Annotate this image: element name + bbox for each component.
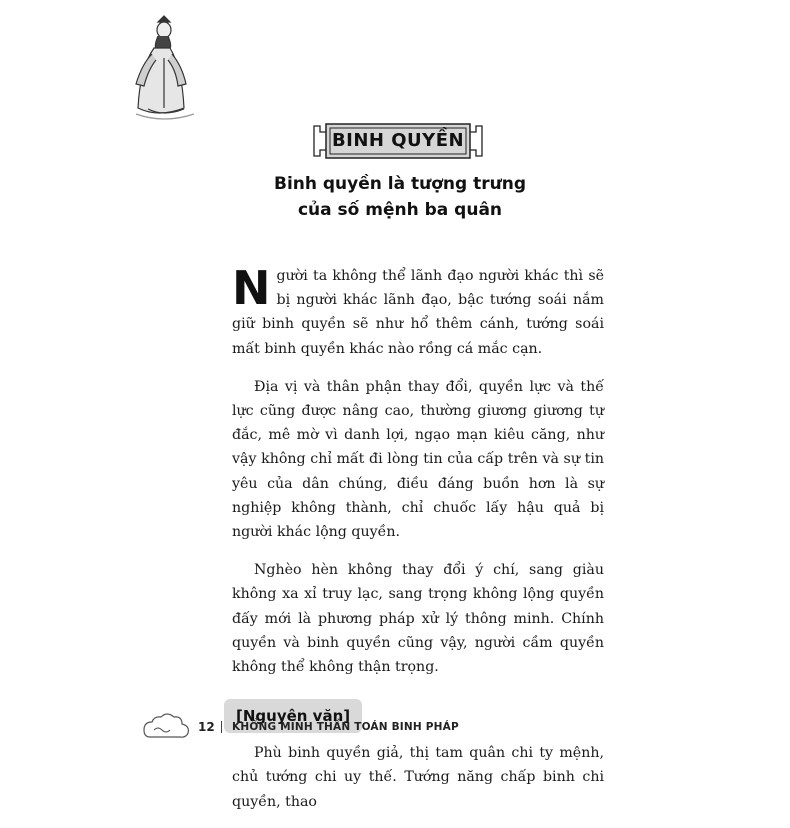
section-label: [Nguyên văn] xyxy=(224,699,362,733)
subtitle-line-2: của số mệnh ba quân xyxy=(297,200,503,220)
page-footer xyxy=(140,712,500,742)
page-number: 12 xyxy=(198,720,215,734)
paragraph-1-text: gười ta không thể lãnh đạo người khác thì sẽ bị người khác lãnh đạo, bậc tướng soái nắm giữ binh quyền sẽ như hổ thêm cánh, tướng soái mất binh quyền khác nào rồng cá mắc cạn. xyxy=(232,268,604,357)
footer-divider xyxy=(221,721,222,733)
chapter-title: BINH QUYỀN xyxy=(331,130,465,151)
book-title: KHỔNG MINH THẦN TOÁN BINH PHÁP xyxy=(232,721,459,733)
paragraph-4: Phù binh quyền giả, thị tam quân chi ty mệnh, chủ tướng chi uy thế. Tướng năng chấp binh chi quyền, thao xyxy=(232,745,604,810)
body-text xyxy=(232,261,604,828)
scholar-figure-icon xyxy=(128,14,198,122)
chapter-title-box xyxy=(312,120,484,162)
paragraph-3: Nghèo hèn không thay đổi ý chí, sang giàu không xa xỉ truy lạc, sang trọng không lộng quyền đấy mới là phương pháp xử lý thông minh. Chính quyền và binh quyền cũng vậy, người cầm quyền không thể không thận trọng. xyxy=(232,562,604,676)
paragraph-2: Địa vị và thân phận thay đổi, quyền lực và thế lực cũng được nâng cao, thường giương giương tự đắc, mê mờ vì danh lợi, ngạo mạn kiêu căng, như vậy không chỉ mất đi lòng tin của cấp trên và sự tin yêu của dân chúng, điều đáng buồn hơn là sự nghiệp không thành, chỉ chuốc lấy hậu quả bị người khác lộng quyền. xyxy=(232,378,604,541)
chapter-subtitle xyxy=(200,171,600,223)
drop-cap: N xyxy=(232,261,271,315)
subtitle-line-1: Binh quyền là tượng trưng xyxy=(273,174,526,194)
paragraph-1 xyxy=(232,261,604,361)
cloud-ornament-icon xyxy=(140,712,196,742)
